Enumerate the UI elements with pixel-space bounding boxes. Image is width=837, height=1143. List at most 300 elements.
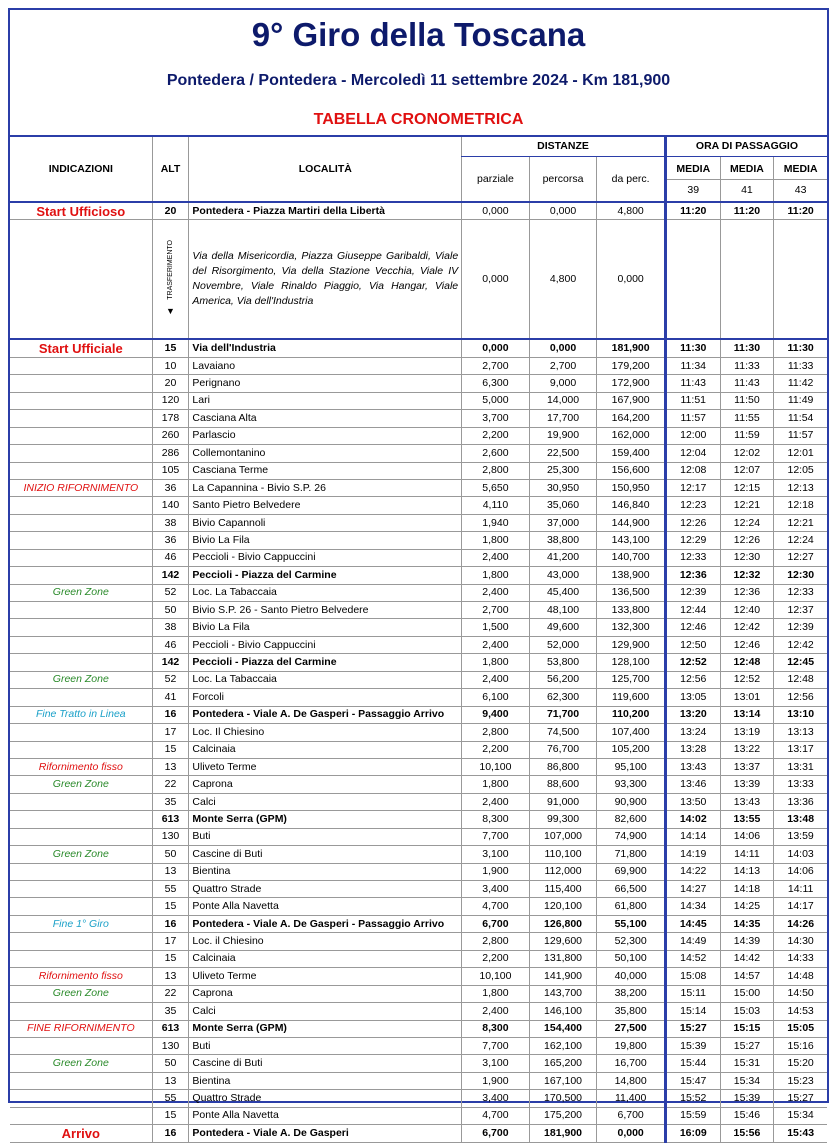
row-time-39: 12:39	[665, 584, 720, 601]
row-time-39: 11:30	[665, 339, 720, 357]
table-row	[10, 619, 827, 636]
row-location: Santo Pietro Belvedere	[189, 497, 462, 514]
row-percorsa: 48,100	[529, 602, 597, 619]
row-alt: 13	[152, 1072, 189, 1089]
row-location: Loc. La Tabaccaia	[189, 671, 462, 688]
row-location: Buti	[189, 828, 462, 845]
table-row	[10, 741, 827, 758]
row-time-43: 15:27	[774, 1090, 827, 1107]
row-time-41: 11:20	[720, 202, 774, 220]
row-location: Bientina	[189, 1072, 462, 1089]
row-alt: 15	[152, 950, 189, 967]
row-indication	[10, 654, 152, 671]
table-row	[10, 689, 827, 706]
table-row	[10, 793, 827, 810]
row-da-perc: 179,200	[597, 357, 666, 374]
row-da-perc: 181,900	[597, 339, 666, 357]
row-da-perc: 74,900	[597, 828, 666, 845]
row-time-41: 14:25	[720, 898, 774, 915]
row-da-perc: 55,100	[597, 915, 666, 932]
row-time-41: 12:46	[720, 636, 774, 653]
row-parziale: 3,100	[462, 1055, 530, 1072]
row-time-43: 13:13	[774, 724, 827, 741]
row-alt: 46	[152, 549, 189, 566]
row-time-39: 14:27	[665, 881, 720, 898]
row-time-41: 14:13	[720, 863, 774, 880]
row-da-perc: 105,200	[597, 741, 666, 758]
row-da-perc: 119,600	[597, 689, 666, 706]
row-indication: Green Zone	[10, 1055, 152, 1072]
row-da-perc: 164,200	[597, 410, 666, 427]
row-alt: 35	[152, 793, 189, 810]
row-time-43: 15:34	[774, 1107, 827, 1124]
row-parziale: 4,700	[462, 1107, 530, 1124]
header-parziale: parziale	[462, 157, 530, 202]
row-time-39: 12:33	[665, 549, 720, 566]
row-time-43: 12:37	[774, 602, 827, 619]
row-time-39: 12:36	[665, 567, 720, 584]
row-alt: 13	[152, 968, 189, 985]
row-alt: 36	[152, 532, 189, 549]
row-parziale: 9,400	[462, 706, 530, 723]
page-title: 9° Giro della Toscana	[251, 16, 586, 53]
row-time-39: 11:51	[665, 392, 720, 409]
row-time-43: 14:26	[774, 915, 827, 932]
row-percorsa: 71,700	[529, 706, 597, 723]
row-alt: 38	[152, 619, 189, 636]
row-indication: Rifornimento fisso	[10, 968, 152, 985]
row-percorsa: 74,500	[529, 724, 597, 741]
row-da-perc: 90,900	[597, 793, 666, 810]
table-title: TABELLA CRONOMETRICA	[313, 111, 524, 128]
row-indication	[10, 793, 152, 810]
row-parziale: 4,110	[462, 497, 530, 514]
row-location: Cascine di Buti	[189, 846, 462, 863]
row-da-perc: 19,800	[597, 1037, 666, 1054]
table-row	[10, 776, 827, 793]
row-location: Monte Serra (GPM)	[189, 1020, 462, 1037]
transfer-route: Via della Misericordia, Piazza Giuseppe Garibaldi, Viale del Risorgimento, Via della Stazione Vecchia, Viale IV Novembre, Viale Rinaldo Piaggio, Via Hangar, Viale America, Via dell'Industria	[189, 220, 462, 340]
row-time-41: 12:02	[720, 445, 774, 462]
row-indication: Start Ufficiale	[10, 339, 152, 357]
row-parziale: 7,700	[462, 828, 530, 845]
row-time-41: 13:22	[720, 741, 774, 758]
row-da-perc: 52,300	[597, 933, 666, 950]
row-time-39: 12:52	[665, 654, 720, 671]
row-da-perc: 162,000	[597, 427, 666, 444]
row-time-39: 11:57	[665, 410, 720, 427]
row-percorsa: 143,700	[529, 985, 597, 1002]
header-indicazioni: INDICAZIONI	[10, 137, 152, 202]
table-row	[10, 375, 827, 392]
row-alt: 130	[152, 828, 189, 845]
row-percorsa: 22,500	[529, 445, 597, 462]
row-indication	[10, 881, 152, 898]
row-time-39: 13:28	[665, 741, 720, 758]
row-time-43: 11:20	[774, 202, 827, 220]
table-row	[10, 933, 827, 950]
row-alt: 50	[152, 1055, 189, 1072]
row-time-39: 13:43	[665, 758, 720, 775]
row-da-perc: 0,000	[597, 1125, 666, 1142]
row-alt: 38	[152, 514, 189, 531]
row-indication	[10, 863, 152, 880]
row-time-43: 14:03	[774, 846, 827, 863]
row-alt: 120	[152, 392, 189, 409]
table-row	[10, 758, 827, 775]
row-time-43: 12:30	[774, 567, 827, 584]
row-time-43: 13:36	[774, 793, 827, 810]
row-da-perc: 128,100	[597, 654, 666, 671]
row-percorsa: 38,800	[529, 532, 597, 549]
table-row	[10, 846, 827, 863]
row-location: Casciana Alta	[189, 410, 462, 427]
row-alt: 46	[152, 636, 189, 653]
row-percorsa: 146,100	[529, 1003, 597, 1020]
row-time-41: 12:26	[720, 532, 774, 549]
row-alt: 15	[152, 741, 189, 758]
row-time-43: 12:27	[774, 549, 827, 566]
row-time-41: 11:30	[720, 339, 774, 357]
row-time-43: 11:49	[774, 392, 827, 409]
row-time-41: 15:27	[720, 1037, 774, 1054]
row-percorsa: 30,950	[529, 479, 597, 496]
row-parziale: 2,400	[462, 671, 530, 688]
row-parziale: 1,800	[462, 532, 530, 549]
table-row	[10, 462, 827, 479]
header-distanze: DISTANZE	[462, 137, 666, 157]
header-speed-1: 39	[687, 183, 700, 196]
row-indication	[10, 532, 152, 549]
row-time-43: 12:33	[774, 584, 827, 601]
row-percorsa: 62,300	[529, 689, 597, 706]
row-location: Via dell'Industria	[189, 339, 462, 357]
row-da-perc: 129,900	[597, 636, 666, 653]
row-indication	[10, 950, 152, 967]
table-row	[10, 863, 827, 880]
row-alt: 16	[152, 706, 189, 723]
row-alt: 41	[152, 689, 189, 706]
row-percorsa: 25,300	[529, 462, 597, 479]
row-alt: 15	[152, 1107, 189, 1124]
row-percorsa: 52,000	[529, 636, 597, 653]
table-row	[10, 706, 827, 723]
row-time-43: 11:42	[774, 375, 827, 392]
row-indication	[10, 220, 152, 340]
row-alt: 15	[152, 339, 189, 357]
row-time-39: 12:00	[665, 427, 720, 444]
row-indication: Rifornimento fisso	[10, 758, 152, 775]
row-parziale: 5,000	[462, 392, 530, 409]
row-time-43: 12:48	[774, 671, 827, 688]
row-location: Pontedera - Viale A. De Gasperi	[189, 1125, 462, 1142]
table-row	[10, 602, 827, 619]
row-indication	[10, 619, 152, 636]
table-row	[10, 584, 827, 601]
table-row-start	[10, 202, 827, 220]
document-page	[8, 8, 829, 1141]
row-time-43: 15:23	[774, 1072, 827, 1089]
row-percorsa: 99,300	[529, 811, 597, 828]
row-time-41: 13:55	[720, 811, 774, 828]
row-da-perc: 11,400	[597, 1090, 666, 1107]
row-time-41: 12:21	[720, 497, 774, 514]
row-da-perc: 156,600	[597, 462, 666, 479]
row-alt: 260	[152, 427, 189, 444]
row-parziale: 1,800	[462, 985, 530, 1002]
row-location: Pontedera - Piazza Martiri della Libertà	[189, 202, 462, 220]
row-time-39: 11:34	[665, 357, 720, 374]
row-indication	[10, 636, 152, 653]
row-percorsa: 53,800	[529, 654, 597, 671]
table-row	[10, 724, 827, 741]
row-percorsa: 49,600	[529, 619, 597, 636]
row-location: Caprona	[189, 985, 462, 1002]
row-time-41: 12:24	[720, 514, 774, 531]
header-media-3: MEDIA	[774, 159, 827, 180]
row-alt: 52	[152, 671, 189, 688]
row-indication: Fine Tratto in Linea	[10, 706, 152, 723]
row-da-perc: 132,300	[597, 619, 666, 636]
row-time-43: 14:30	[774, 933, 827, 950]
row-location: Lari	[189, 392, 462, 409]
row-da-perc: 50,100	[597, 950, 666, 967]
row-parziale: 2,200	[462, 427, 530, 444]
table-row	[10, 392, 827, 409]
row-time-41: 15:39	[720, 1090, 774, 1107]
row-time-41: 15:15	[720, 1020, 774, 1037]
row-location: Perignano	[189, 375, 462, 392]
row-alt: 16	[152, 1125, 189, 1142]
row-parziale: 3,400	[462, 881, 530, 898]
row-time-39: 14:34	[665, 898, 720, 915]
transfer-label: TRASFERIMENTO	[167, 239, 175, 300]
table-row	[10, 654, 827, 671]
row-time-43: 12:05	[774, 462, 827, 479]
row-location: La Capannina - Bivio S.P. 26	[189, 479, 462, 496]
row-time-41: 14:11	[720, 846, 774, 863]
row-time-39: 15:59	[665, 1107, 720, 1124]
row-alt: 140	[152, 497, 189, 514]
row-time-43: 12:24	[774, 532, 827, 549]
row-indication: Green Zone	[10, 985, 152, 1002]
row-da-perc: 125,700	[597, 671, 666, 688]
row-indication	[10, 1107, 152, 1124]
header-speed-2: 41	[741, 183, 753, 196]
row-time-43: 13:31	[774, 758, 827, 775]
row-indication	[10, 898, 152, 915]
row-time-43: 11:54	[774, 410, 827, 427]
row-percorsa: 86,800	[529, 758, 597, 775]
row-location: Buti	[189, 1037, 462, 1054]
row-alt: 50	[152, 602, 189, 619]
row-percorsa: 170,500	[529, 1090, 597, 1107]
row-location: Quattro Strade	[189, 1090, 462, 1107]
row-alt: 22	[152, 985, 189, 1002]
row-time-39: 12:08	[665, 462, 720, 479]
row-percorsa: 141,900	[529, 968, 597, 985]
row-time-39: 15:47	[665, 1072, 720, 1089]
row-location: Parlascio	[189, 427, 462, 444]
row-time-41: 13:01	[720, 689, 774, 706]
row-alt: 55	[152, 1090, 189, 1107]
row-time-43: 12:42	[774, 636, 827, 653]
row-time-41: 14:39	[720, 933, 774, 950]
row-percorsa: 115,400	[529, 881, 597, 898]
table-row	[10, 968, 827, 985]
row-time-43: 13:59	[774, 828, 827, 845]
row-parziale: 2,200	[462, 741, 530, 758]
row-da-perc: 167,900	[597, 392, 666, 409]
transfer-time-43	[774, 220, 827, 340]
header-da-perc: da perc.	[597, 157, 666, 202]
row-alt: 142	[152, 567, 189, 584]
row-alt: 613	[152, 1020, 189, 1037]
table-row	[10, 427, 827, 444]
header-speed-3: 43	[794, 183, 807, 196]
row-parziale: 2,400	[462, 636, 530, 653]
row-da-perc: 172,900	[597, 375, 666, 392]
row-time-41: 12:40	[720, 602, 774, 619]
row-parziale: 6,700	[462, 915, 530, 932]
row-indication	[10, 514, 152, 531]
row-time-41: 11:50	[720, 392, 774, 409]
row-location: Pontedera - Viale A. De Gasperi - Passaggio Arrivo	[189, 915, 462, 932]
row-time-43: 11:33	[774, 357, 827, 374]
row-da-perc: 159,400	[597, 445, 666, 462]
row-indication: FINE RIFORNIMENTO	[10, 1020, 152, 1037]
row-location: Ponte Alla Navetta	[189, 898, 462, 915]
row-alt: 178	[152, 410, 189, 427]
row-time-39: 15:39	[665, 1037, 720, 1054]
row-alt: 16	[152, 915, 189, 932]
row-time-39: 12:23	[665, 497, 720, 514]
row-percorsa: 154,400	[529, 1020, 597, 1037]
row-parziale: 6,300	[462, 375, 530, 392]
row-location: Uliveto Terme	[189, 968, 462, 985]
row-indication	[10, 497, 152, 514]
row-percorsa: 41,200	[529, 549, 597, 566]
row-da-perc: 61,800	[597, 898, 666, 915]
row-percorsa: 0,000	[529, 339, 597, 357]
row-location: Calci	[189, 1003, 462, 1020]
row-time-43: 12:39	[774, 619, 827, 636]
row-location: Pontedera - Viale A. De Gasperi - Passaggio Arrivo	[189, 706, 462, 723]
table-row	[10, 1055, 827, 1072]
row-da-perc: 95,100	[597, 758, 666, 775]
header-ora: ORA DI PASSAGGIO	[665, 137, 827, 157]
row-parziale: 2,700	[462, 357, 530, 374]
row-parziale: 8,300	[462, 1020, 530, 1037]
row-alt: 55	[152, 881, 189, 898]
row-time-41: 14:42	[720, 950, 774, 967]
row-indication	[10, 689, 152, 706]
row-time-41: 11:59	[720, 427, 774, 444]
transfer-da-perc: 0,000	[597, 220, 666, 340]
row-da-perc: 143,100	[597, 532, 666, 549]
table-row	[10, 445, 827, 462]
row-percorsa: 162,100	[529, 1037, 597, 1054]
row-percorsa: 14,000	[529, 392, 597, 409]
row-parziale: 2,400	[462, 793, 530, 810]
row-parziale: 3,700	[462, 410, 530, 427]
row-percorsa: 17,700	[529, 410, 597, 427]
row-time-39: 15:11	[665, 985, 720, 1002]
row-location: Bivio La Fila	[189, 619, 462, 636]
row-time-41: 15:03	[720, 1003, 774, 1020]
table-row	[10, 567, 827, 584]
row-location: Cascine di Buti	[189, 1055, 462, 1072]
row-time-43: 14:33	[774, 950, 827, 967]
row-location: Calcinaia	[189, 950, 462, 967]
row-parziale: 3,400	[462, 1090, 530, 1107]
row-parziale: 5,650	[462, 479, 530, 496]
row-time-39: 14:02	[665, 811, 720, 828]
row-location: Bivio Capannoli	[189, 514, 462, 531]
row-indication	[10, 1037, 152, 1054]
row-percorsa: 0,000	[529, 202, 597, 220]
arrow-down-icon: ▼	[166, 306, 175, 317]
row-time-43: 15:05	[774, 1020, 827, 1037]
row-time-43: 13:33	[774, 776, 827, 793]
row-location: Bivio La Fila	[189, 532, 462, 549]
row-time-43: 12:13	[774, 479, 827, 496]
row-indication: Green Zone	[10, 584, 152, 601]
row-da-perc: 38,200	[597, 985, 666, 1002]
row-da-perc: 16,700	[597, 1055, 666, 1072]
row-percorsa: 131,800	[529, 950, 597, 967]
row-parziale: 2,400	[462, 1003, 530, 1020]
table-row	[10, 410, 827, 427]
row-indication	[10, 1072, 152, 1089]
row-da-perc: 69,900	[597, 863, 666, 880]
row-da-perc: 146,840	[597, 497, 666, 514]
header-speed-col-3	[774, 157, 827, 202]
transfer-time-39	[665, 220, 720, 340]
row-alt: 13	[152, 758, 189, 775]
row-da-perc: 40,000	[597, 968, 666, 985]
row-location: Caprona	[189, 776, 462, 793]
row-da-perc: 71,800	[597, 846, 666, 863]
row-parziale: 4,700	[462, 898, 530, 915]
header-alt: ALT	[152, 137, 189, 202]
row-da-perc: 140,700	[597, 549, 666, 566]
row-time-43: 13:17	[774, 741, 827, 758]
row-time-43: 14:48	[774, 968, 827, 985]
row-parziale: 8,300	[462, 811, 530, 828]
row-location: Uliveto Terme	[189, 758, 462, 775]
row-time-41: 14:18	[720, 881, 774, 898]
row-da-perc: 107,400	[597, 724, 666, 741]
row-parziale: 2,200	[462, 950, 530, 967]
row-time-39: 14:49	[665, 933, 720, 950]
row-time-41: 15:56	[720, 1125, 774, 1142]
row-location: Quattro Strade	[189, 881, 462, 898]
row-da-perc: 82,600	[597, 811, 666, 828]
table-row	[10, 915, 827, 932]
row-percorsa: 107,000	[529, 828, 597, 845]
row-time-41: 12:07	[720, 462, 774, 479]
row-alt: 105	[152, 462, 189, 479]
row-indication	[10, 462, 152, 479]
row-time-41: 11:43	[720, 375, 774, 392]
row-indication: Green Zone	[10, 671, 152, 688]
row-parziale: 2,400	[462, 584, 530, 601]
row-alt: 142	[152, 654, 189, 671]
table-row	[10, 898, 827, 915]
row-location: Calci	[189, 793, 462, 810]
row-time-43: 14:06	[774, 863, 827, 880]
